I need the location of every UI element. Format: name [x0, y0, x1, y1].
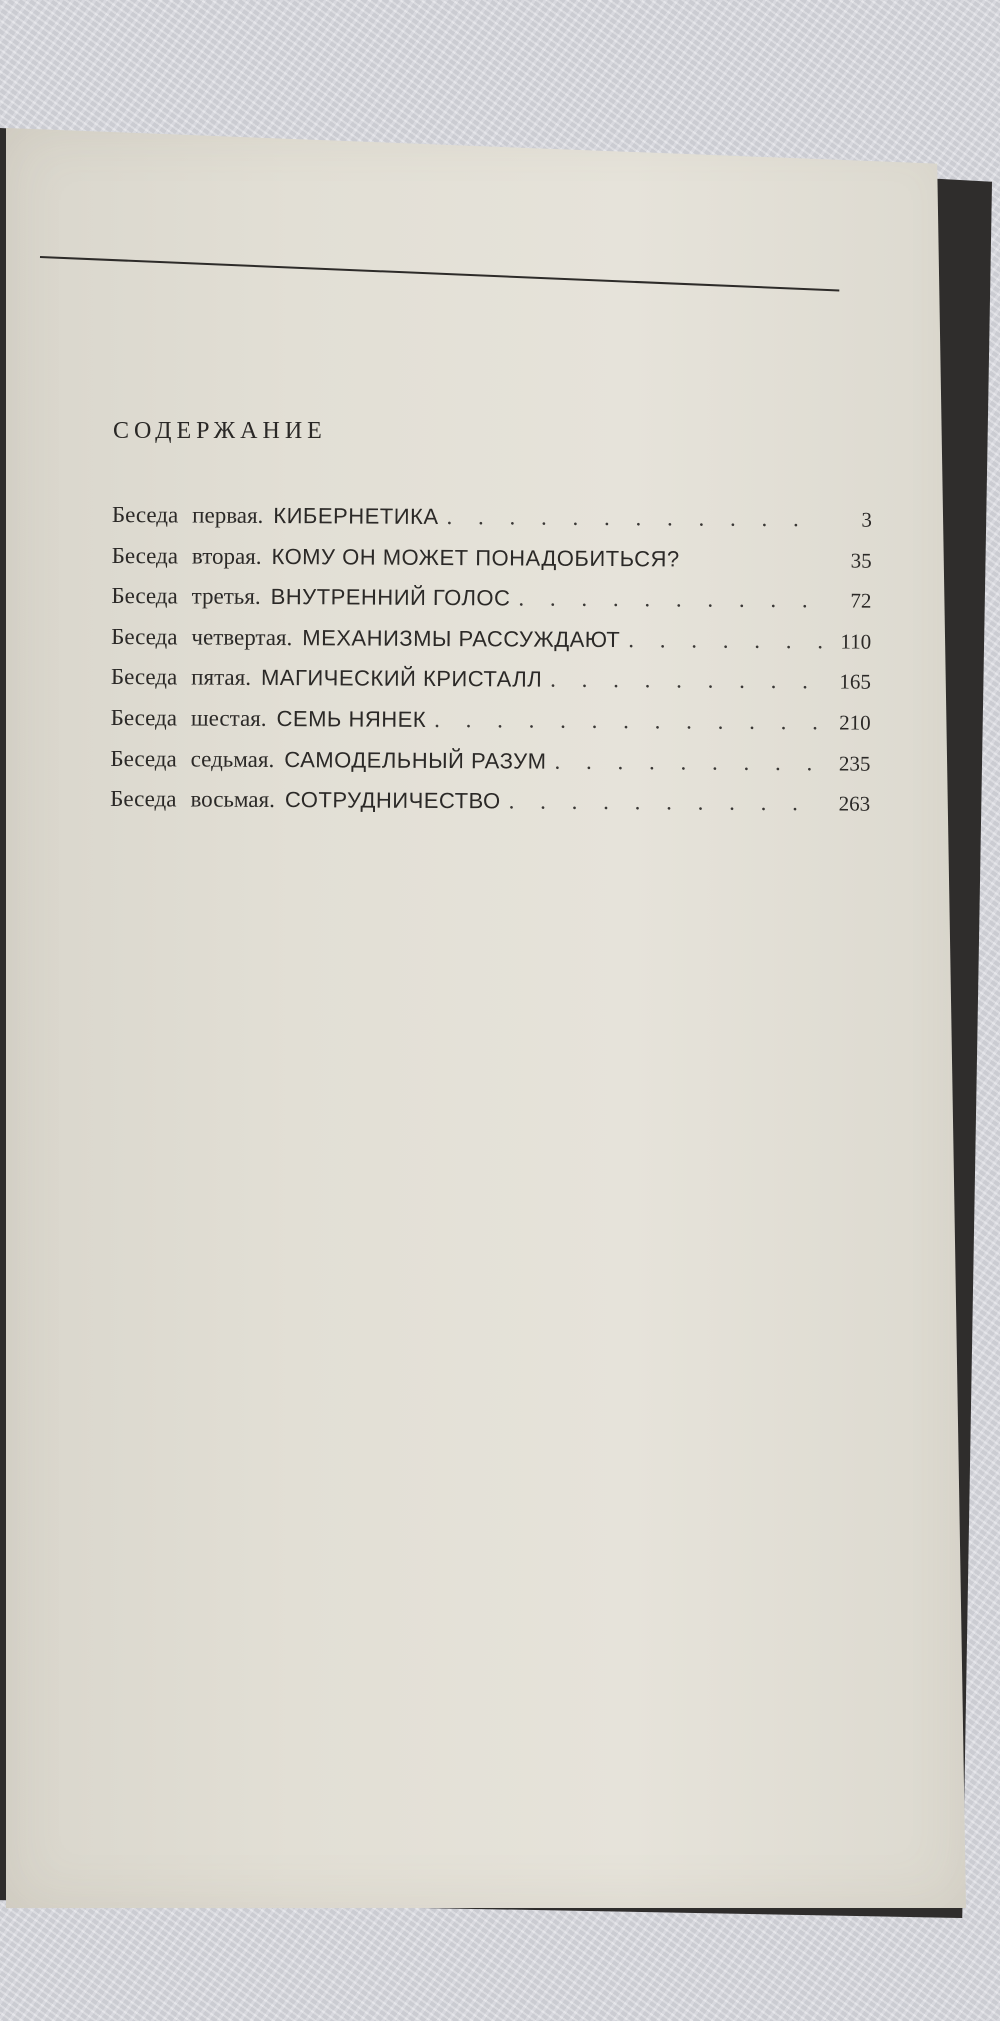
toc-entry-ordinal: восьмая.: [190, 786, 275, 813]
toc-entry-ordinal: первая.: [192, 502, 264, 528]
toc-entry-word: Беседа: [111, 623, 178, 650]
toc-entry-page: 210: [839, 710, 871, 735]
book-page: [6, 128, 966, 1908]
toc-entry-ordinal: седьмая.: [190, 746, 275, 772]
dot-leader: [446, 504, 824, 532]
toc-entry-title: СОТРУДНИЧЕСТВО: [284, 787, 501, 814]
toc-entry-page: 3: [861, 507, 872, 532]
toc-entry-page: 235: [838, 751, 871, 776]
toc-entry-title: МЕХАНИЗМЫ РАССУЖДАЮТ: [302, 624, 621, 652]
contents-heading: СОДЕРЖАНИЕ: [113, 418, 327, 444]
toc-entry-title: СЕМЬ НЯНЕК: [276, 705, 427, 732]
toc-entry-ordinal: пятая.: [191, 664, 252, 691]
toc-entry-word: Беседа: [110, 704, 178, 731]
toc-entry-word: Беседа: [111, 502, 179, 528]
toc-entry-1: [112, 502, 872, 547]
toc-entry-4: [111, 624, 871, 669]
toc-entry-3: [111, 583, 871, 628]
dot-leader: [554, 748, 822, 776]
toc-entry-page: 110: [840, 629, 872, 654]
toc-entry-5: [111, 664, 871, 709]
toc-entry-ordinal: четвертая.: [191, 624, 293, 650]
toc-entry-title: ВНУТРЕННИЙ ГОЛОС: [270, 584, 511, 611]
toc-entry-word: Беседа: [110, 664, 178, 690]
toc-entry-6: [111, 705, 871, 750]
toc-entry-ordinal: вторая.: [191, 543, 262, 569]
toc-entry-page: 165: [839, 669, 871, 695]
toc-entry-title: САМОДЕЛЬНЫЙ РАЗУМ: [284, 746, 547, 774]
dot-leader: [509, 789, 823, 817]
dot-leader: [550, 667, 823, 695]
leader-gap: [680, 566, 832, 567]
toc-entry-title: МАГИЧЕСКИЙ КРИСТАЛЛ: [260, 665, 543, 693]
table-of-contents: [110, 502, 872, 831]
toc-entry-page: 263: [838, 791, 871, 816]
toc-entry-ordinal: шестая.: [190, 705, 267, 731]
toc-entry-word: Беседа: [110, 745, 177, 771]
dot-leader: [628, 627, 823, 654]
toc-entry-title: КОМУ ОН МОЖЕТ ПОНАДОБИТЬСЯ?: [271, 543, 680, 572]
toc-entry-page: 35: [850, 548, 872, 573]
toc-entry-7: [110, 746, 870, 791]
toc-entry-word: Беседа: [111, 542, 179, 568]
toc-entry-8: [110, 786, 870, 831]
dot-leader: [518, 586, 823, 614]
dot-leader: [434, 707, 823, 735]
toc-entry-page: 72: [850, 588, 872, 613]
toc-entry-2: [112, 543, 872, 588]
toc-entry-ordinal: третья.: [191, 583, 261, 610]
toc-entry-title: КИБЕРНЕТИКА: [273, 502, 439, 529]
toc-entry-word: Беседа: [111, 583, 178, 609]
toc-entry-word: Беседа: [110, 786, 177, 812]
